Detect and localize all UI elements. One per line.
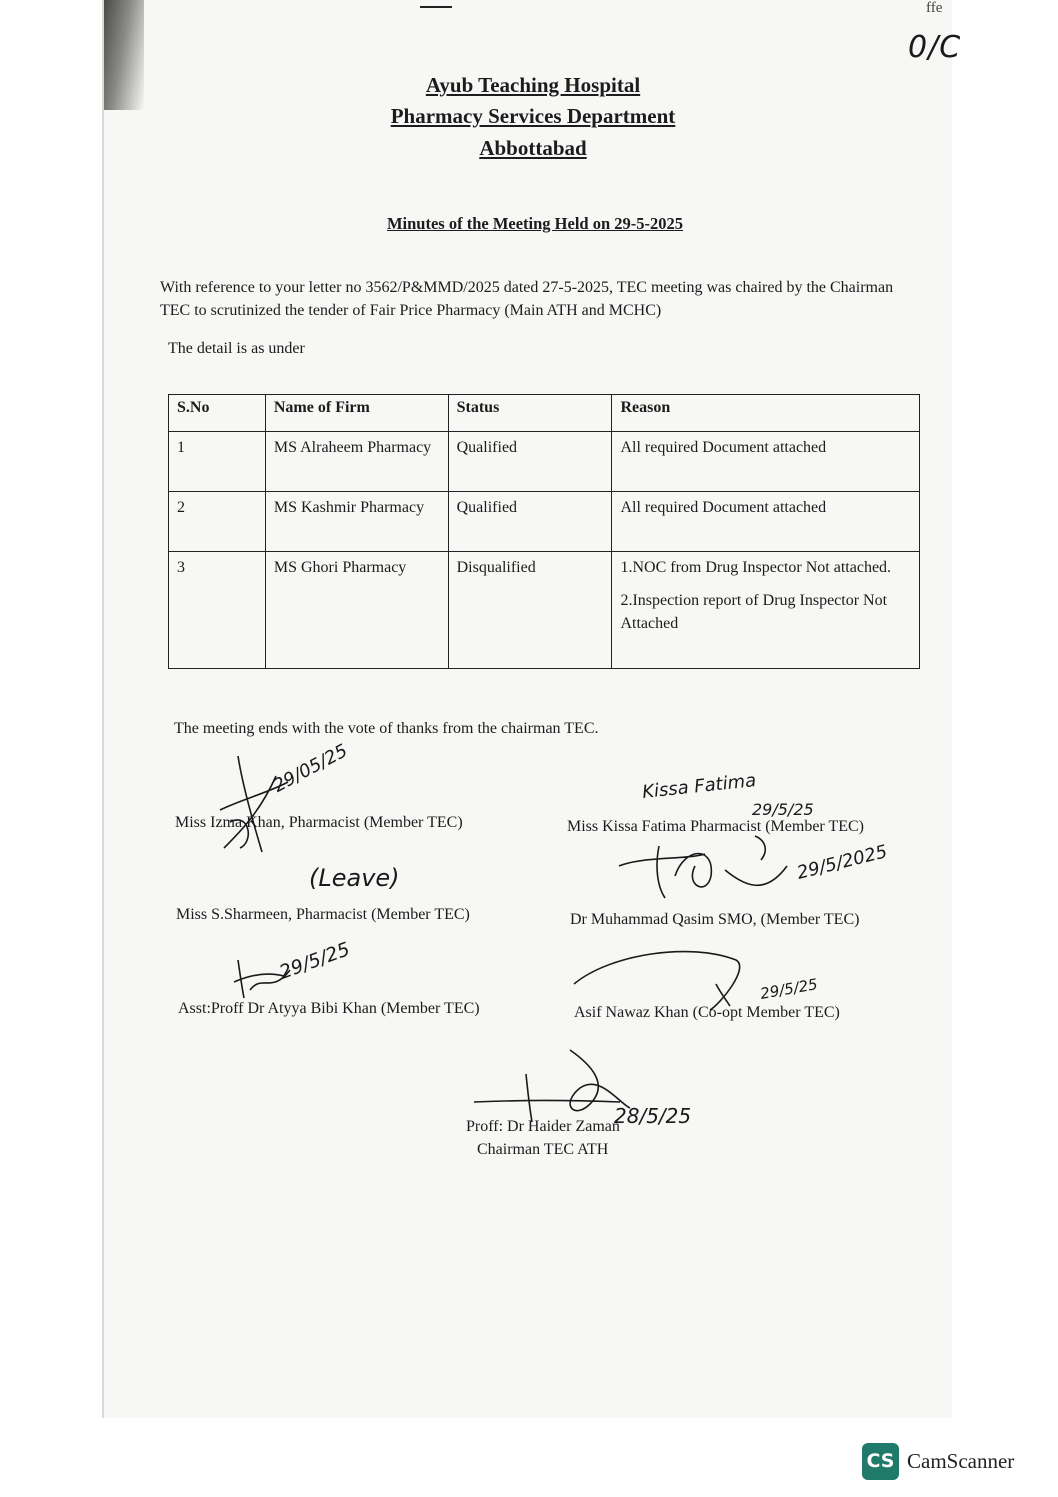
- signatory-asif-nawaz-khan: Asif Nawaz Khan (Co-opt Member TEC): [574, 1004, 840, 1021]
- chairman-name: Proff: Dr Haider Zaman: [466, 1118, 620, 1135]
- handwritten-leave-note: (Leave): [309, 864, 400, 892]
- cell-reason: [612, 552, 920, 669]
- detail-intro: The detail is as under: [168, 340, 305, 357]
- table-row: [169, 552, 920, 669]
- col-header-firm: Name of Firm: [265, 395, 448, 432]
- reason-item: 1.NOC from Drug Inspector Not attached.: [620, 559, 892, 576]
- signatory-kissa-fatima: Miss Kissa Fatima Pharmacist (Member TEC): [567, 818, 864, 835]
- col-header-status: Status: [448, 395, 612, 432]
- col-header-sno: S.No: [169, 395, 266, 432]
- cell-sno: 2: [169, 492, 266, 552]
- top-rule: [420, 6, 452, 8]
- reason-item: 2.Inspection report of Drug Inspector Not Attached: [620, 592, 888, 632]
- city-name: Abbottabad: [479, 136, 587, 160]
- handwritten-date-qasim: 29/5/2025: [794, 841, 890, 884]
- signature-atyya: [232, 954, 302, 1004]
- closing-remark: The meeting ends with the vote of thanks from the chairman TEC.: [174, 720, 599, 737]
- handwritten-date-izma: 29/05/25: [269, 740, 352, 797]
- camscanner-label: CamScanner: [907, 1449, 1015, 1473]
- cell-reason: All required Document attached: [612, 432, 920, 492]
- handwritten-signature-kissa: Kissa Fatima: [641, 770, 758, 803]
- handwritten-date-kissa: 29/5/25: [752, 800, 814, 819]
- signatory-sharmeen: Miss S.Sharmeen, Pharmacist (Member TEC): [176, 906, 470, 923]
- cell-firm: MS Kashmir Pharmacy: [265, 492, 448, 552]
- signature-izma: [210, 752, 300, 862]
- meeting-title: Minutes of the Meeting Held on 29-5-2025: [386, 214, 684, 233]
- cell-firm: MS Ghori Pharmacy: [265, 552, 448, 669]
- handwritten-date-chairman: 28/5/25: [614, 1104, 692, 1128]
- cell-status: Qualified: [448, 492, 612, 552]
- table-header-row: [169, 395, 920, 432]
- cell-status: Disqualified: [448, 552, 612, 669]
- handwritten-date-asif: 29/5/25: [758, 975, 819, 1003]
- camscanner-logo-icon: CS: [862, 1443, 899, 1480]
- signatory-muhammad-qasim: Dr Muhammad Qasim SMO, (Member TEC): [570, 911, 860, 928]
- cell-reason: All required Document attached: [612, 492, 920, 552]
- signatory-izma-khan: Miss Izma Khan, Pharmacist (Member TEC): [175, 814, 463, 831]
- signatory-atyya-bibi-khan: Asst:Proff Dr Atyya Bibi Khan (Member TEC): [178, 1000, 480, 1017]
- firms-table: [168, 394, 920, 669]
- signature-chairman: [470, 1044, 650, 1124]
- corner-handwritten-note: 0/C: [908, 30, 962, 65]
- department-name: Pharmacy Services Department: [390, 104, 676, 128]
- cell-sno: 1: [169, 432, 266, 492]
- cell-sno: 3: [169, 552, 266, 669]
- col-header-reason: Reason: [612, 395, 920, 432]
- cell-status: Qualified: [448, 432, 612, 492]
- reference-paragraph: With reference to your letter no 3562/P&MMD/2025 dated 27-5-2025, TEC meeting was chaired by the Chairman TEC to scrutinized the tender of Fair Price Pharmacy (Main ATH and MCHC): [160, 279, 894, 319]
- chairman-title: Chairman TEC ATH: [477, 1141, 609, 1158]
- corner-mark: ffe: [926, 0, 943, 16]
- handwritten-date-atyya: 29/5/25: [276, 938, 353, 984]
- signature-asif: [570, 944, 760, 1014]
- table-row: [169, 432, 920, 492]
- cell-firm: MS Alraheem Pharmacy: [265, 432, 448, 492]
- table-row: [169, 492, 920, 552]
- hospital-name: Ayub Teaching Hospital: [425, 73, 641, 97]
- signature-qasim: [615, 826, 795, 906]
- document-page: [104, 0, 952, 1418]
